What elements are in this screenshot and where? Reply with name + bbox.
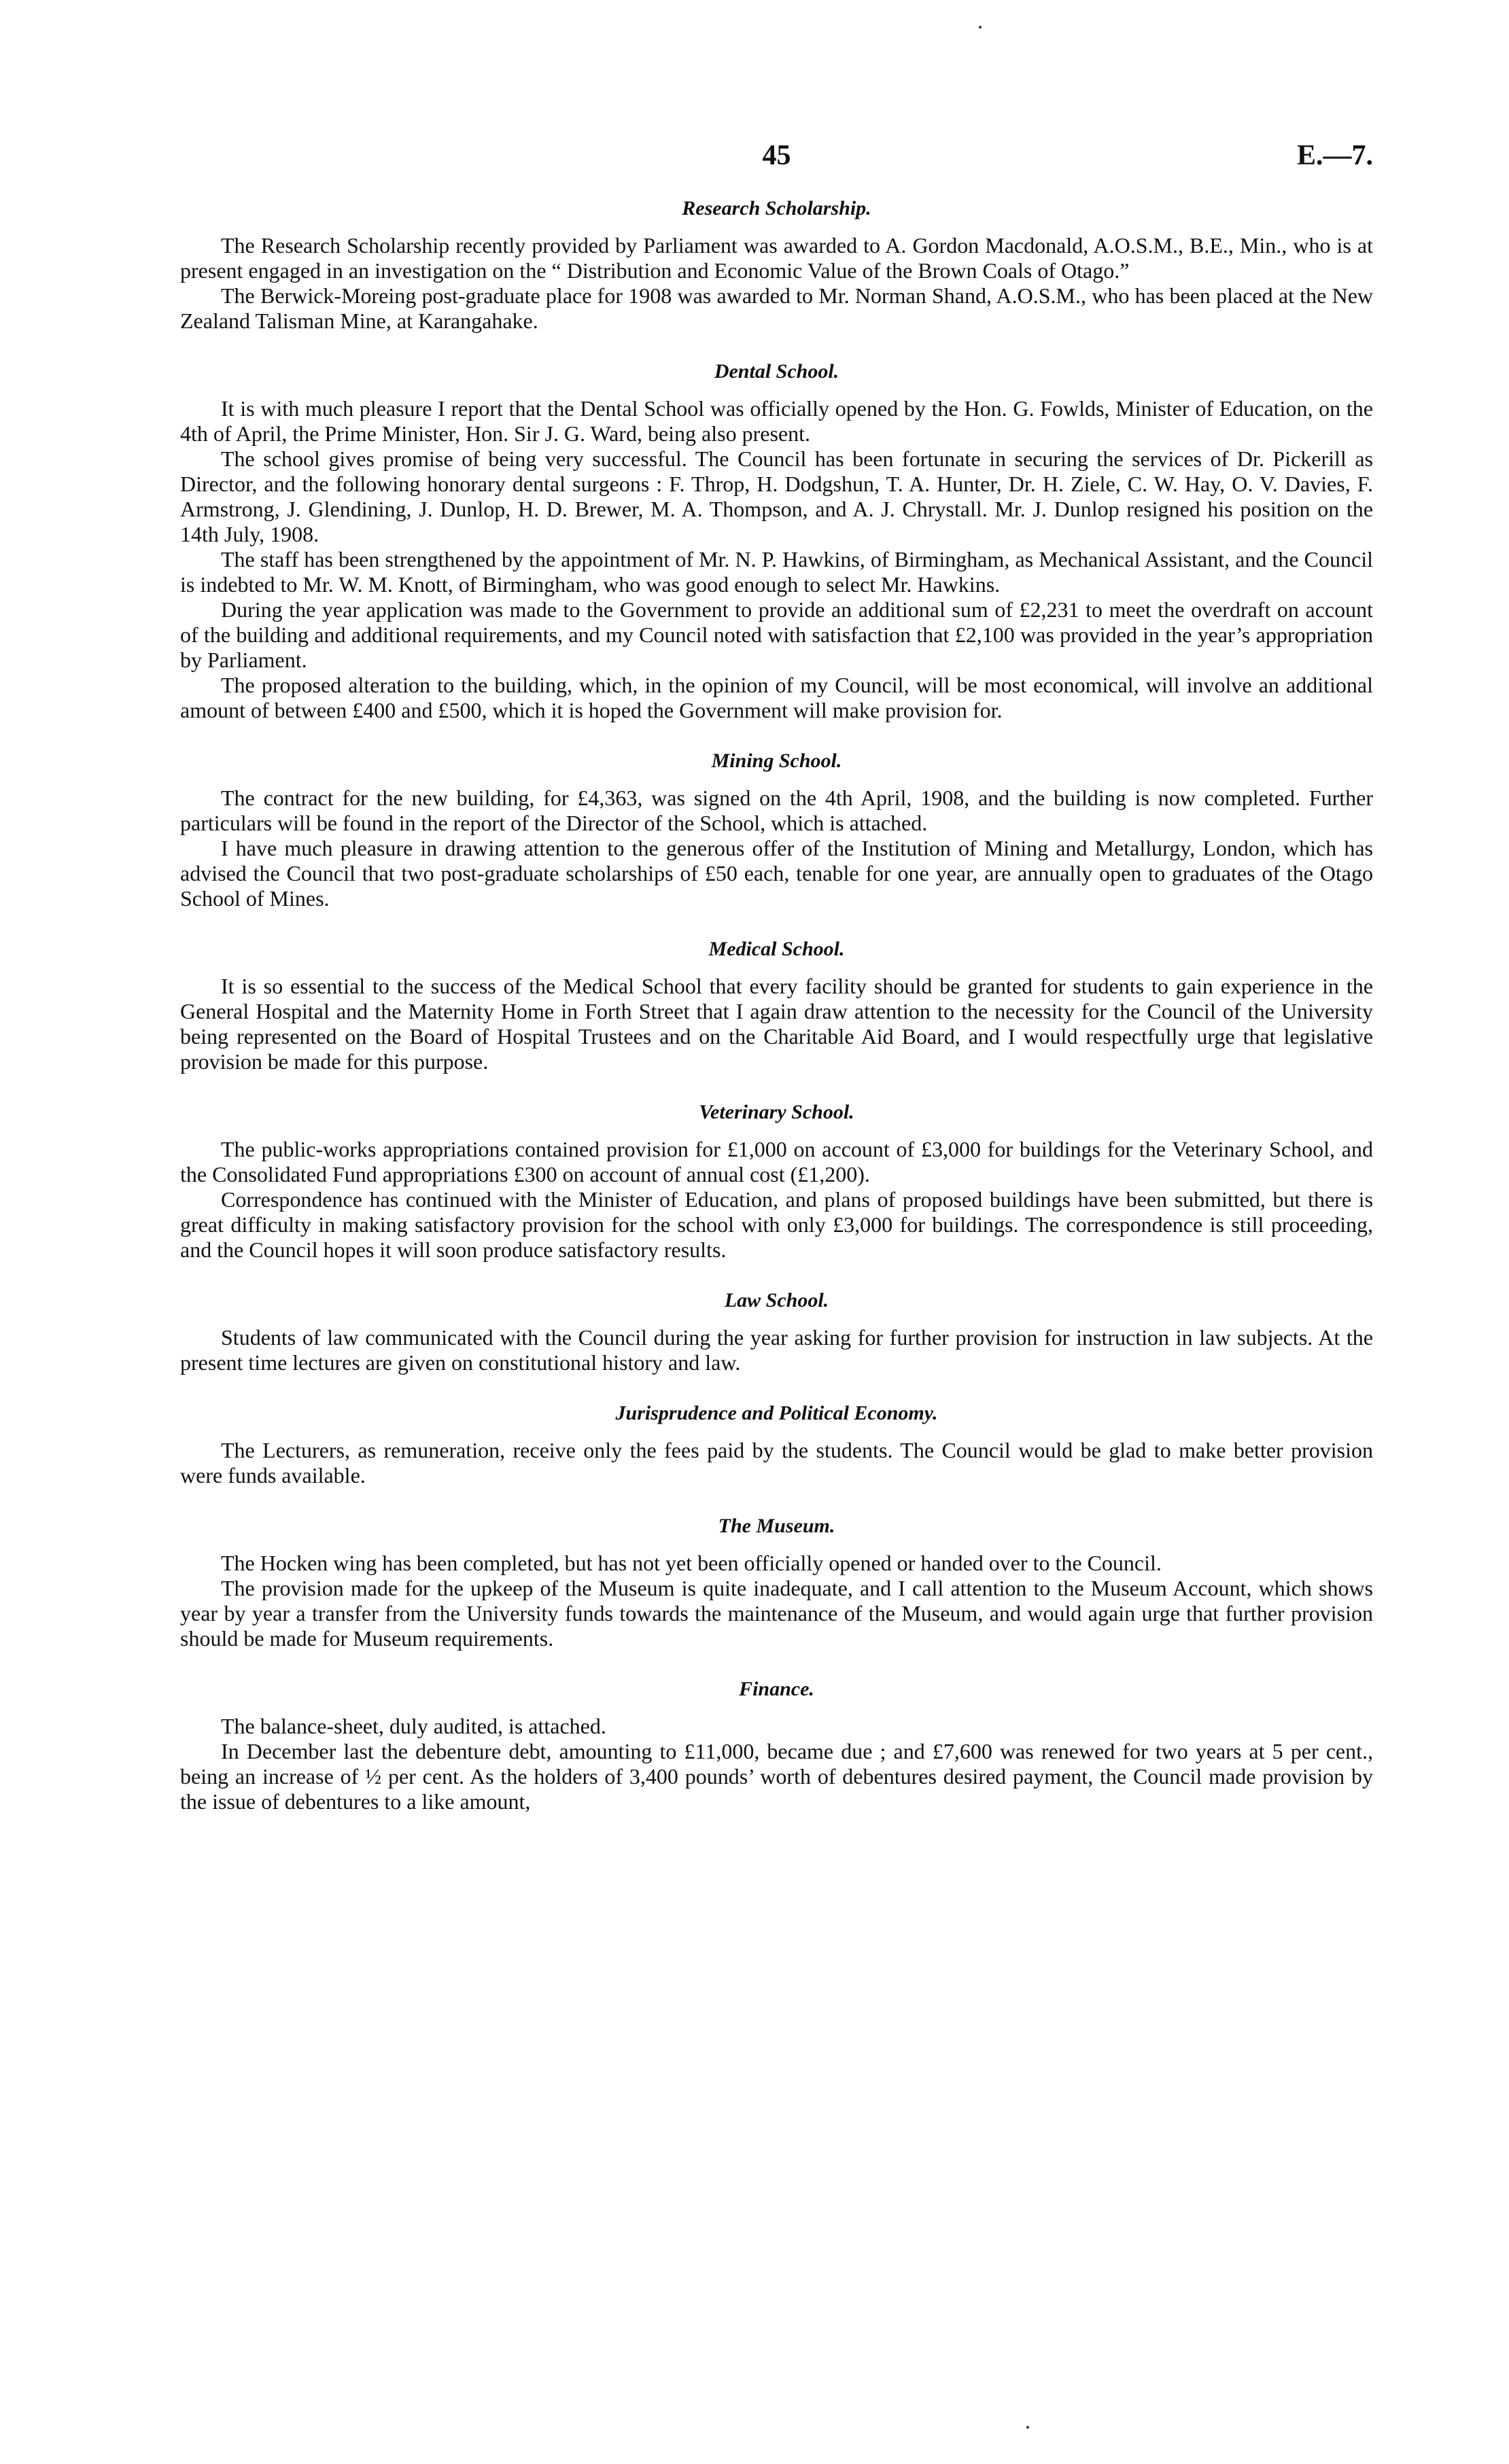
paragraph: The balance-sheet, duly audited, is attached. [221, 1714, 606, 1738]
section-veterinary-school [180, 1097, 1373, 1263]
paragraph: It is with much pleasure I report that the Dental School was officially opened by the Hon. G. Fowlds, Minister of Education, on the 4th of April, the Prime Minister, Hon. Sir J. G. Ward, being also present. [180, 396, 1373, 446]
page-number: 45 [762, 140, 791, 171]
section-jurisprudence [180, 1398, 1373, 1488]
section-heading: Jurisprudence and Political Economy. [615, 1402, 938, 1424]
section-museum [180, 1511, 1373, 1651]
paragraph: The contract for the new building, for £4,363, was signed on the 4th April, 1908, and the building is now completed. Further particulars will be found in the report of the Director of the School, which is attached. [180, 786, 1373, 835]
paragraph: I have much pleasure in drawing attention to the generous offer of the Institution of Mining and Metallurgy, London, which has advised the Council that two post-graduate scholarships of £50 each, tenable for one year, are annually open to graduates of the Otago School of Mines. [180, 836, 1373, 911]
section-dental-school [180, 357, 1373, 723]
section-heading: Medical School. [708, 938, 845, 960]
paragraph: The staff has been strengthened by the appointment of Mr. N. P. Hawkins, of Birmingham, as Mechanical Assistant, and the Council is indebted to Mr. W. M. Knott, of Birmingham, who was good enough to select Mr. Hawkins. [180, 547, 1373, 597]
page-reference: E.—7. [1296, 140, 1373, 171]
paragraph: Correspondence has continued with the Minister of Education, and plans of proposed buildings have been submitted, but there is great difficulty in making satisfactory provision for the school with only £3,000 for buildings. The correspondence is still proceeding, and the Council hopes it will soon produce satisfactory results. [180, 1187, 1373, 1262]
paragraph: The proposed alteration to the building, which, in the opinion of my Council, will be most economical, will involve an additional amount of between £400 and £500, which it is hoped the Government will make provision for. [180, 673, 1373, 722]
document-page [180, 139, 1373, 1814]
section-research-scholarship [180, 194, 1373, 334]
paragraph: In December last the debenture debt, amounting to £11,000, became due ; and £7,600 was renewed for two years at 5 per cent., being an increase of ½ per cent. As the holders of 3,400 pounds’ worth of debentures desired payment, the Council made provision by the issue of debentures to a like amount, [180, 1739, 1373, 1814]
paragraph: Students of law communicated with the Council during the year asking for further provision for instruction in law subjects. At the present time lectures are given on constitutional history and law. [180, 1325, 1373, 1375]
section-heading: The Museum. [718, 1515, 835, 1537]
section-heading: Law School. [724, 1289, 829, 1312]
paragraph: During the year application was made to the Government to provide an additional sum of £2,231 to meet the overdraft on account of the building and additional requirements, and my Council noted with satisfaction that £2,100 was provided in the year’s appropriation by Parliament. [180, 597, 1373, 672]
section-heading: Veterinary School. [699, 1101, 854, 1123]
section-medical-school [180, 934, 1373, 1074]
section-heading: Finance. [739, 1678, 814, 1700]
paragraph: The Research Scholarship recently provided by Parliament was awarded to A. Gordon Macdonald, A.O.S.M., B.E., Min., who is at present engaged in an investigation on the “ Distribution and Economic Value of the Brown Coals of Otago.” [180, 233, 1373, 283]
section-law-school [180, 1286, 1373, 1375]
page-header [180, 139, 1373, 194]
paragraph: The provision made for the upkeep of the Museum is quite inadequate, and I call attention to the Museum Account, which shows year by year a transfer from the University funds towards the maintenance of the Museum, and would again urge that further provision should be made for Museum requirements. [180, 1576, 1373, 1651]
section-finance [180, 1674, 1373, 1814]
paragraph: The Berwick-Moreing post-graduate place for 1908 was awarded to Mr. Norman Shand, A.O.S.M., who has been placed at the New Zealand Talisman Mine, at Karangahake. [180, 283, 1373, 333]
paragraph: The public-works appropriations contained provision for £1,000 on account of £3,000 for buildings for the Veterinary School, and the Consolidated Fund appropriations £300 on account of annual cost (£1,200). [180, 1137, 1373, 1186]
scan-speck [1026, 2426, 1029, 2429]
paragraph: The Hocken wing has been completed, but has not yet been officially opened or handed over to the Council. [221, 1551, 1162, 1575]
section-heading: Dental School. [714, 360, 839, 383]
paragraph: The Lecturers, as remuneration, receive only the fees paid by the students. The Council would be glad to make better provision were funds available. [180, 1438, 1373, 1488]
section-heading: Mining School. [711, 750, 842, 772]
scan-speck [979, 26, 982, 29]
section-mining-school [180, 746, 1373, 911]
paragraph: The school gives promise of being very successful. The Council has been fortunate in securing the services of Dr. Pickerill as Director, and the following honorary dental surgeons : F. Throp, H. Dodgshun, T. A. Hunter, Dr. H. Ziele, C. W. Hay, O. V. Davies, F. Armstrong, J. Glendining, J. Dunlop, H. D. Brewer, M. A. Thompson, and A. J. Chrystall. Mr. J. Dunlop resigned his position on the 14th July, 1908. [180, 446, 1373, 546]
paragraph: It is so essential to the success of the Medical School that every facility should be granted for students to gain experience in the General Hospital and the Maternity Home in Forth Street that I again draw attention to the necessity for the Council of the University being represented on the Board of Hospital Trustees and on the Charitable Aid Board, and I would respectfully urge that legislative provision be made for this purpose. [180, 974, 1373, 1074]
section-heading: Research Scholarship. [682, 197, 871, 219]
